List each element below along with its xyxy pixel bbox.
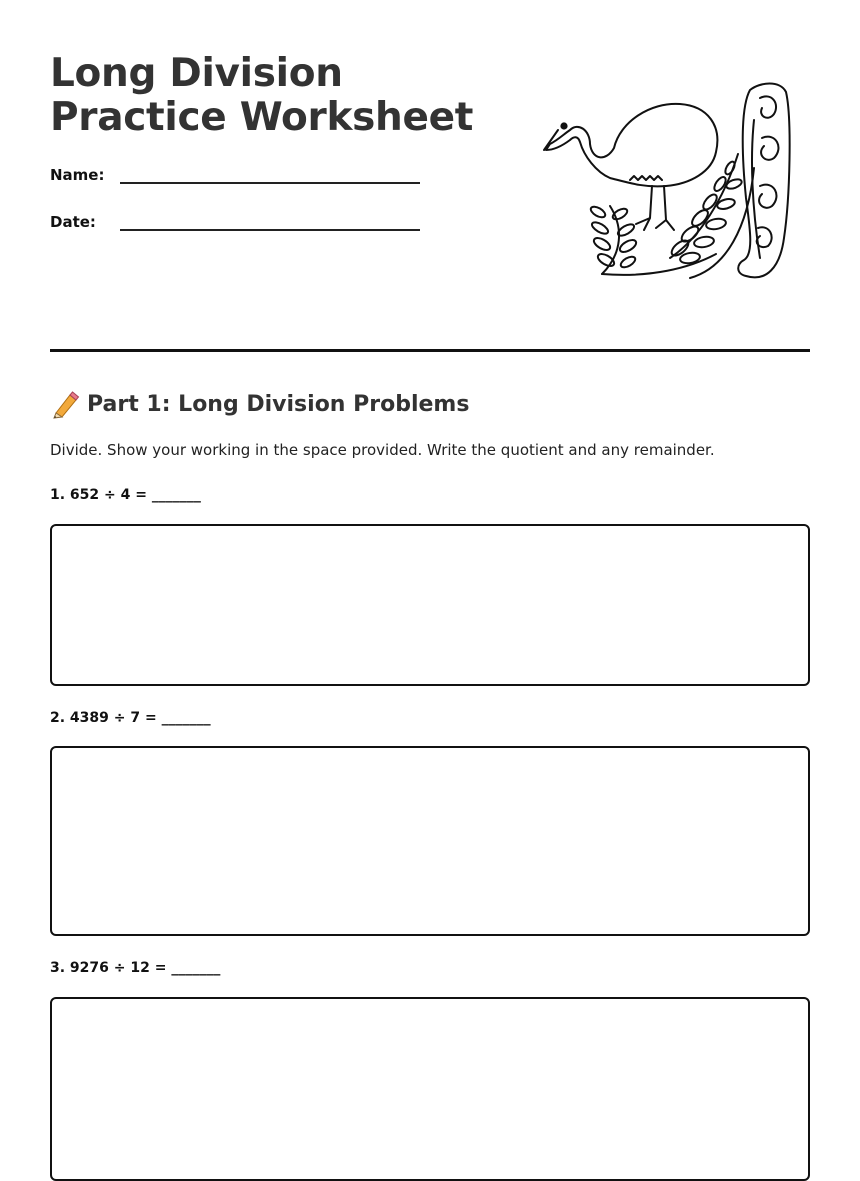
bird-eye [561,123,566,128]
problem-1-work-area[interactable] [50,524,810,686]
divider [50,349,810,352]
problem-3-work-area[interactable] [50,997,810,1181]
fern-left-leaves [589,205,638,270]
carving-swirl-2 [761,137,778,160]
carving-swirl-3 [759,185,776,208]
date-label: Date: [50,213,96,231]
date-line[interactable] [120,215,420,231]
problem-3-label: 3. 9276 ÷ 12 = _______ [50,960,221,976]
problem-2-label: 2. 4389 ÷ 7 = _______ [50,710,211,726]
section-title-text: Part 1: Long Division Problems [87,391,470,417]
section-title [50,389,469,419]
bird-wing [630,176,662,180]
date-field[interactable] [50,213,420,231]
problem-1-label: 1. 652 ÷ 4 = _______ [50,487,201,503]
carving-outline [738,84,789,278]
pencil-icon [50,389,80,419]
name-line[interactable] [120,168,420,184]
bird-and-fern-icon [540,78,796,288]
problem-2-work-area[interactable] [50,746,810,936]
carving-swirl-1 [760,96,776,117]
bird-body [546,104,717,187]
page-title: Long Division Practice Worksheet [50,51,474,140]
carving-swirl-4 [757,227,772,247]
instructions: Divide. Show your working in the space provided. Write the quotient and any remainder. [50,441,715,459]
name-label: Name: [50,166,105,184]
bird-legs [636,186,674,230]
name-field[interactable] [50,166,420,184]
